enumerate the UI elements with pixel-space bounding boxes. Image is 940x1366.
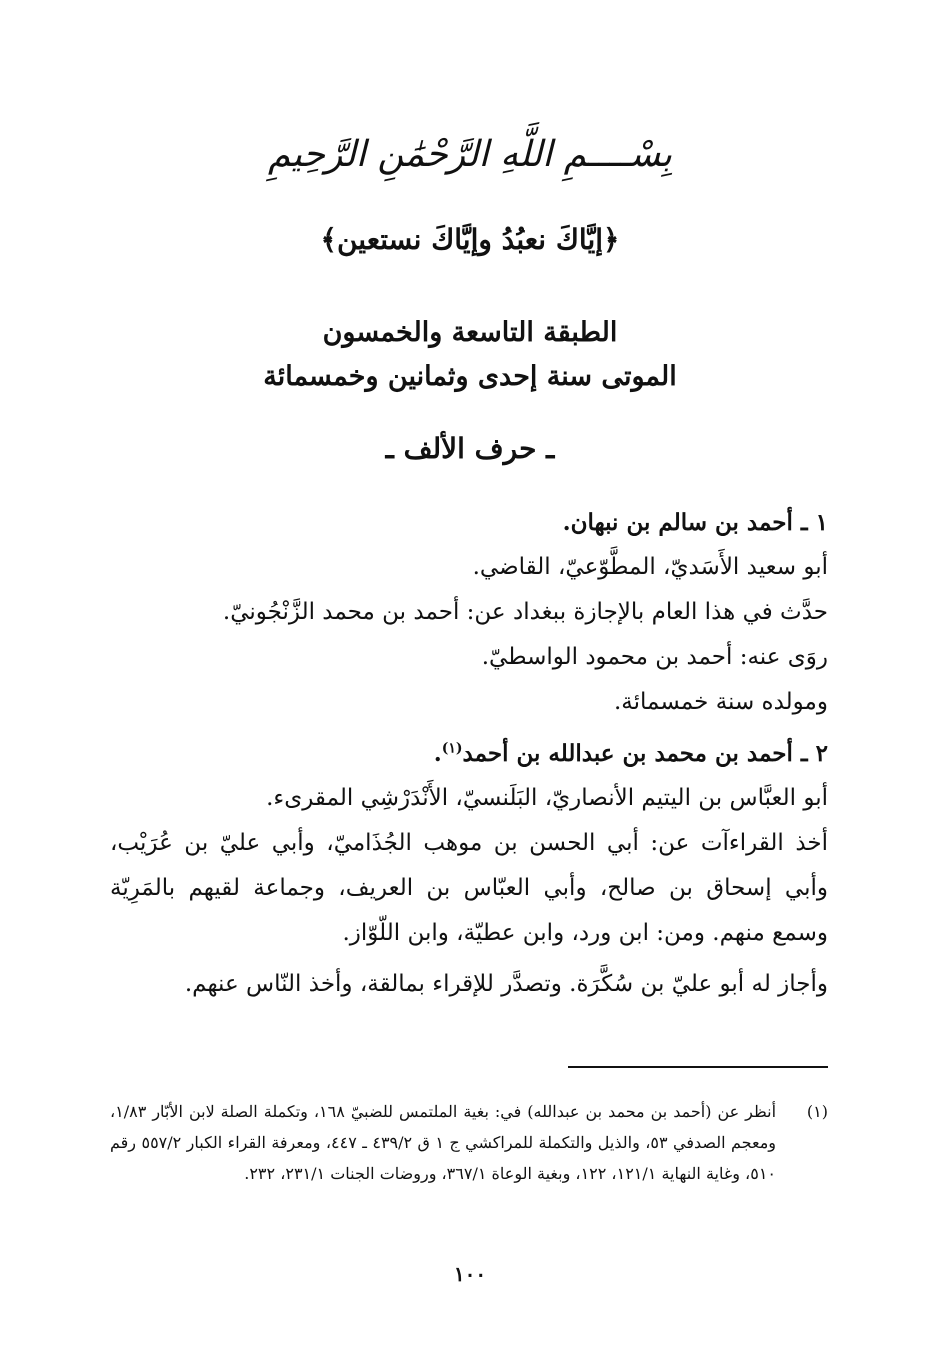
entry-2-line: أبو العبَّاس بن اليتيم الأنصاريّ، البَلَنسيّ، الأَنْدَرْشِي المقرىء.	[266, 785, 828, 811]
main-text	[110, 500, 828, 1007]
entry-1-line: ومولده سنة خمسمائة.	[614, 689, 828, 715]
footnote	[110, 1096, 828, 1189]
chapter-heading: الطبقة التاسعة والخمسون	[322, 317, 618, 348]
section-letter-heading: ـ حرف الألف ـ	[385, 432, 555, 465]
footnote-number: (١)	[806, 1102, 828, 1121]
entry-2-title	[110, 731, 828, 776]
entry-2-line: أخذ القراءآت عن: أبي الحسن بن موهب الجُذَاميّ، وأبي عليّ بن عُرَيْب، وأبي إسحاق بن صالح، وأبي العبّاس بن العريف، وجماعة لقيهم بالمَرِيّة وسمع منهم. ومن: ابن ورد، وابن عطيّة، وابن اللّوّاز.	[110, 830, 828, 946]
entry-2-title-end: .	[433, 740, 442, 767]
entry-1-title: ١ ـ أحمد بن سالم بن نبهان.	[562, 509, 828, 536]
quran-verse: ﴿إيَّاكَ نعبُدُ وإيَّاكَ نستعين﴾	[320, 223, 620, 256]
entry-2-line: وأجاز له أبو عليّ بن سُكَّرَة. وتصدَّر للإقراء بمالقة، وأخذ النّاس عنهم.	[184, 971, 828, 997]
footnote-text: أنظر عن (أحمد بن محمد بن عبدالله) في: بغية الملتمس للضبيّ ١٦٨، وتكملة الصلة لابن الأبّار ١/٨٣، ومعجم الصدفي ٥٣، والذيل والتكملة للمراكشي ج ١ ق ٤٣٩/٢ ـ ٤٤٧، ومعرفة القراء الكبار ٥٥٧/٢ رقم ٥١٠، وغاية النهاية ١٢١/١، ١٢٢، وبغية الوعاة ٣٦٧/١، وروضات الجنات ٢٣١/١، ٢٣٢.	[110, 1102, 777, 1183]
entry-1-line: أبو سعيد الأَسَديّ، المطَّوّعيّ، القاضي.	[472, 554, 828, 580]
entry-2-title-text: ٢ ـ أحمد بن محمد بن عبدالله بن أحمد	[462, 740, 828, 767]
basmala-calligraphy: بِسْــــمِ اللَّهِ الرَّحْمَٰنِ الرَّحِيمِ	[267, 134, 672, 175]
chapter-subheading: الموتى سنة إحدى وثمانين وخمسمائة	[263, 361, 677, 392]
footnote-reference[interactable]: (١)	[441, 740, 463, 757]
entry-1-line: حدَّث في هذا العام بالإجازة ببغداد عن: أحمد بن محمد الزَّنْجُونيّ.	[222, 599, 828, 625]
page-number: ١٠٠	[453, 1262, 487, 1286]
entry-1-line: روَى عنه: أحمد بن محمود الواسطيّ.	[481, 644, 828, 670]
footnote-divider	[568, 1066, 828, 1068]
